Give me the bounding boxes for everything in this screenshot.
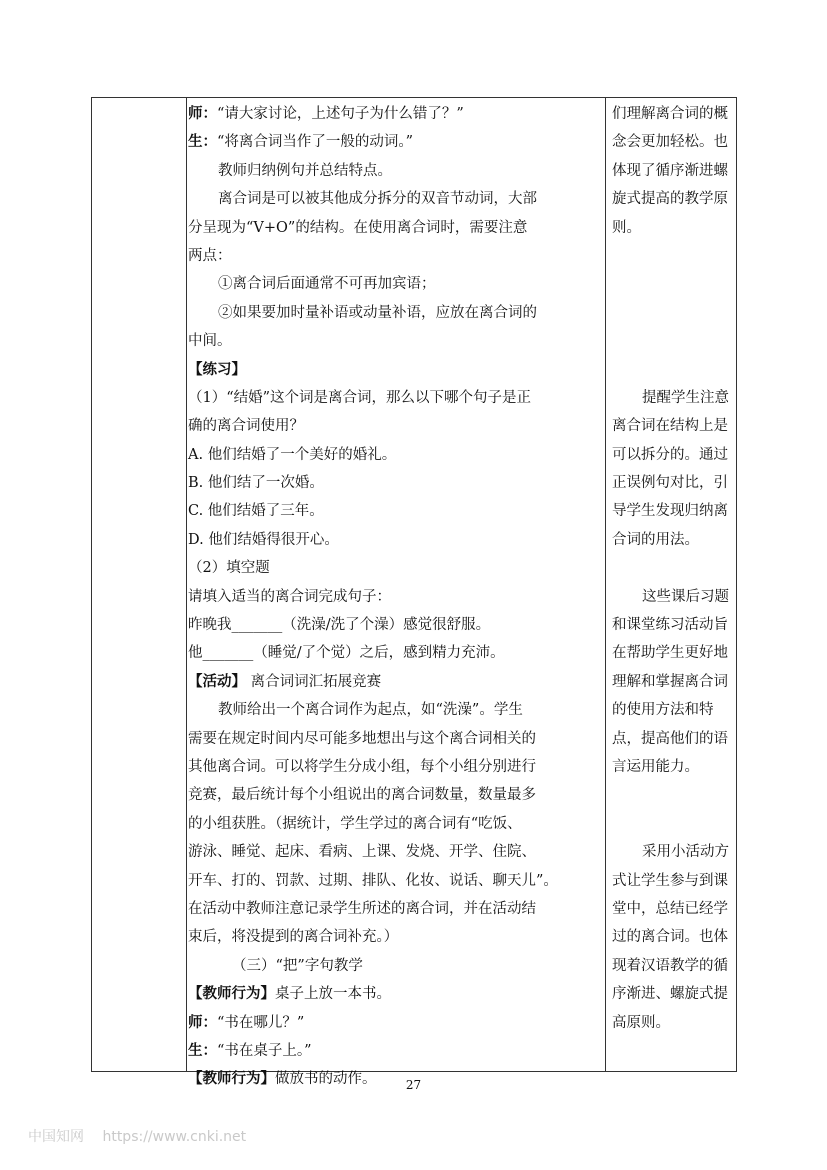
note-line: 可以拆分的。通过: [612, 446, 728, 463]
option-b: B. 他们结了一次婚。: [188, 475, 324, 492]
option-c: C. 他们结婚了三年。: [188, 503, 324, 520]
text-line: 其他离合词。可以将学生分成小组，每个小组分别进行: [188, 758, 536, 775]
speaker-label: 生：: [188, 133, 217, 151]
option-d: D. 他们结婚得很开心。: [188, 531, 339, 548]
fill-blank-line: 他_______（睡觉/了个觉）之后，感到精力充沛。: [188, 645, 505, 662]
teaching-process-column: [188, 100, 600, 1094]
text-line: 离合词是可以被其他成分拆分的双音节动词，大部: [218, 191, 537, 208]
section-heading-practice: 【练习】: [188, 360, 246, 378]
note-line: 念会更加轻松。也: [612, 134, 728, 151]
teacher-action-line: 【教师行为】做放书的动作。: [188, 1070, 377, 1088]
note-spacer: [612, 299, 732, 327]
note-spacer: [612, 327, 732, 355]
text-line: 请填入适当的离合词完成句子：: [188, 588, 391, 605]
note-line: 理解和掌握离合词: [612, 673, 728, 690]
subsection-heading: （三）“把”字句教学: [232, 957, 363, 974]
speaker-label: 师：: [188, 1013, 217, 1031]
dialogue-line: 生：“书在桌子上。”: [188, 1041, 312, 1059]
note-line: 合词的用法。: [612, 531, 699, 548]
text-line: 束后，将没提到的离合词补充。）: [188, 929, 399, 946]
watermark-name: 中国知网: [28, 1129, 84, 1145]
teacher-action-label: 【教师行为】: [188, 1070, 275, 1088]
note-spacer: [612, 356, 732, 384]
column-divider-right: [605, 98, 606, 1071]
activity-label: 【活动】: [188, 672, 246, 690]
speaker-label: 生：: [188, 1041, 217, 1059]
teacher-action-line: 【教师行为】桌子上放一本书。: [188, 985, 391, 1003]
column-divider-left: [186, 98, 187, 1071]
dialogue-line: 师：“书在哪儿？”: [188, 1013, 305, 1031]
cnki-watermark: [28, 1126, 260, 1146]
note-spacer: [612, 810, 732, 838]
teacher-action-label: 【教师行为】: [188, 985, 275, 1003]
page-number: 27: [405, 1078, 422, 1092]
dialogue-line: 生：“将离合词当作了一般的动词。”: [188, 133, 414, 151]
note-line: 和课堂练习活动旨: [612, 617, 728, 634]
note-line: 导学生发现归纳离: [612, 503, 728, 520]
note-line: 提醒学生注意: [642, 389, 729, 406]
dialogue-line: 师：“请大家讨论，上述句子为什么错了？”: [188, 105, 464, 122]
rule-item: ①离合词后面通常不可再加宾语；: [218, 276, 436, 293]
rule-item: ②如果要加时量补语或动量补语，应放在离合词的: [218, 304, 537, 321]
text-line: 在活动中教师注意记录学生所述的离合词，并在活动结: [188, 900, 536, 917]
note-spacer: [612, 781, 732, 809]
text-line: 的小组获胜。（据统计，学生学过的离合词有“吃饭、: [188, 815, 522, 832]
note-line: 现着汉语教学的循: [612, 957, 728, 974]
speaker-label: 师：: [188, 105, 217, 122]
text-line: 教师归纳例句并总结特点。: [218, 162, 392, 179]
note-spacer: [612, 242, 732, 270]
note-line: 旋式提高的教学原: [612, 191, 728, 208]
activity-heading: 【活动】 离合词词汇拓展竞赛: [188, 672, 382, 690]
text-line: 两点：: [188, 247, 232, 264]
note-line: 这些课后习题: [642, 588, 729, 605]
note-line: 在帮助学生更好地: [612, 645, 728, 662]
watermark-url: https://www.cnki.net: [102, 1129, 247, 1145]
note-spacer: [612, 270, 732, 298]
fill-blank-line: 昨晚我_______（洗澡/洗了个澡）感觉很舒服。: [188, 617, 491, 634]
note-line: 序渐进、螺旋式提: [612, 986, 728, 1003]
note-line: 式让学生参与到课: [612, 872, 728, 889]
text-line: 教师给出一个离合词作为起点，如“洗澡”。学生: [218, 702, 523, 719]
note-line: 高原则。: [612, 1014, 670, 1031]
note-line: 过的离合词。也体: [612, 929, 728, 946]
note-spacer: [612, 554, 732, 582]
note-line: 体现了循序渐进螺: [612, 162, 728, 179]
question-text: （1）“结婚”这个词是离合词，那么以下哪个句子是正: [188, 389, 532, 406]
note-line: 离合词在结构上是: [612, 418, 728, 435]
text-line: 中间。: [188, 333, 232, 350]
text-line: 需要在规定时间内尽可能多地想出与这个离合词相关的: [188, 730, 536, 747]
note-line: 堂中，总结已经学: [612, 900, 728, 917]
text-line: 分呈现为“V+O”的结构。在使用离合词时，需要注意: [188, 219, 528, 236]
note-line: 言运用能力。: [612, 758, 699, 775]
option-a: A. 他们结婚了一个美好的婚礼。: [188, 446, 397, 463]
text-line: 开车、打的、罚款、过期、排队、化妆、说话、聊天儿”。: [188, 872, 558, 889]
note-line: 点，提高他们的语: [612, 730, 728, 747]
question-text: （2）填空题: [188, 560, 270, 577]
note-line: 们理解离合词的概: [612, 106, 728, 122]
note-line: 正误例句对比，引: [612, 475, 728, 492]
text-line: 游泳、睡觉、起床、看病、上课、发烧、开学、住院、: [188, 844, 536, 861]
text-line: 竞赛，最后统计每个小组说出的离合词数量，数量最多: [188, 787, 536, 804]
question-text: 确的离合词使用？: [188, 418, 304, 435]
note-line: 采用小活动方: [642, 844, 729, 861]
note-line: 的使用方法和特: [612, 702, 714, 719]
design-intent-column: [612, 100, 732, 1037]
note-line: 则。: [612, 219, 641, 236]
